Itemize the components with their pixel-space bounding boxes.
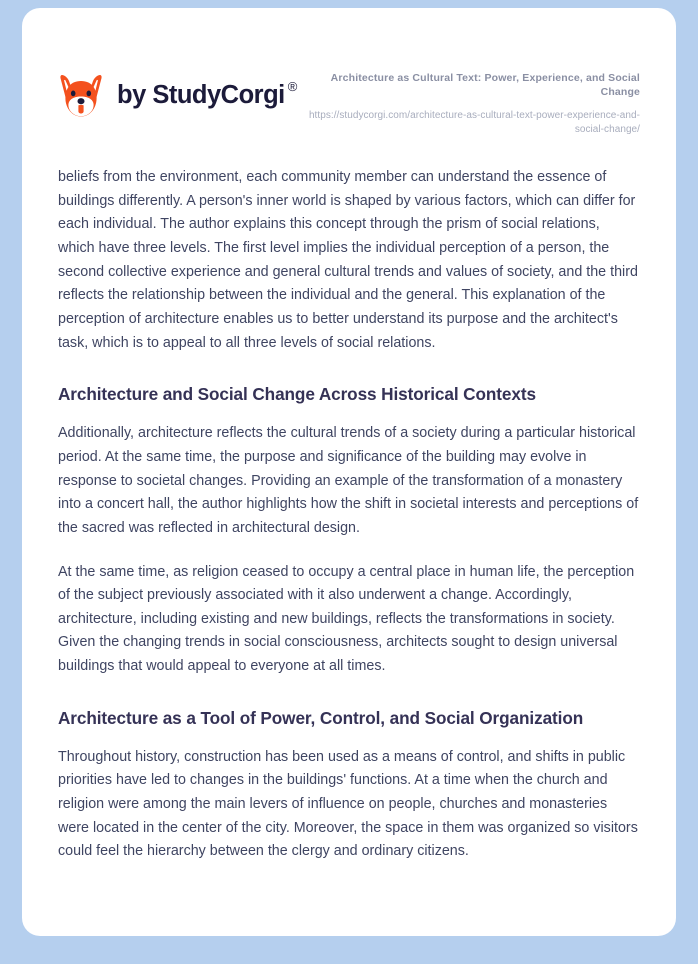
document-body (22, 166, 676, 864)
document-url[interactable]: https://studycorgi.com/architecture-as-cultural-text-power-experience-and-social-change/ (308, 109, 640, 136)
corgi-head-icon (58, 72, 104, 120)
document-title: Architecture as Cultural Text: Power, Experience, and Social Change (330, 72, 640, 99)
registered-trademark-icon: ® (287, 79, 298, 95)
paragraph-construction-control: Throughout history, construction has been used as a means of control, and shifts in public priorities have led to changes in the buildings' functions. At a time when the church and religion were among the main levers of influence on people, churches and monasteries were located in the center of the city. Moreover, the space in them was organized so visitors could feel the hierarchy between the clergy and ordinary citizens. (58, 748, 638, 860)
document-sheet (22, 8, 676, 936)
paragraph-continuation: beliefs from the environment, each community member can understand the essence of buildings differently. A person's inner world is shaped by various factors, which can differ for each individual. The author explains this concept through the prism of social relations, which have three levels. The first level implies the individual perception of a person, the second collective experience and general cultural trends and values of society, and the third reflects the relationship between the individual and the general. This explanation of the perception of architecture enables us to better understand its purpose and the architect's task, which is to appeal to all three levels of social relations. (58, 168, 638, 351)
brand-name-text: by StudyCorgi (117, 81, 285, 110)
brand-logo[interactable] (58, 66, 297, 120)
document-header (22, 8, 676, 138)
paragraph-cultural-trends: Additionally, architecture reflects the cultural trends of a society during a particular historical period. At the same time, the purpose and significance of the building may evolve in response to societal changes. Providing an example of the transformation of a monastery into a concert hall, the author highlights how the shift in societal interests and perceptions of the sacred was reflected in architectural design. (58, 425, 639, 536)
header-meta-block (308, 66, 640, 138)
section-heading-social-change: Architecture and Social Change Across Historical Contexts (58, 384, 536, 405)
section-heading-power-control: Architecture as a Tool of Power, Control, and Social Organization (58, 707, 584, 728)
brand-wordmark (117, 79, 298, 110)
paragraph-religion-change: At the same time, as religion ceased to occupy a central place in human life, the perception of the subject previously associated with it also underwent a change. Accordingly, architecture, including existing and new buildings, reflects the transformations in society. Given the changing trends in social consciousness, architects sought to design universal buildings that would appeal to everyone at all times. (58, 563, 635, 675)
